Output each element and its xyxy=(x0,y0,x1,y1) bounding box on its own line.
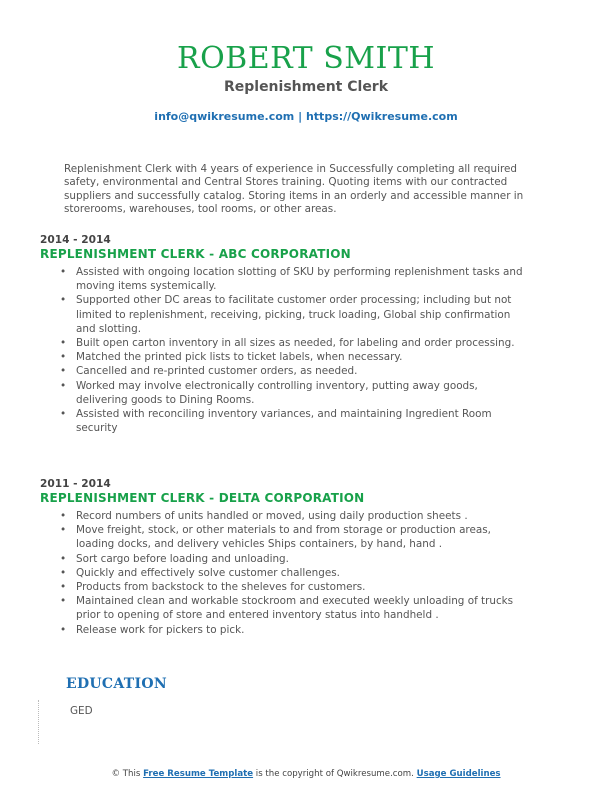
contact-line xyxy=(0,110,612,124)
footer xyxy=(0,769,612,779)
summary-paragraph: Replenishment Clerk with 4 years of experience in Successfully completing all required safety, environmental and Central Stores training. Quoting items with our contracted suppliers and successfully catalog. Storing items in an orderly and accessible manner in storerooms, warehouses, tool rooms, or other areas. xyxy=(64,163,524,216)
job-bullets xyxy=(40,509,530,637)
list-item: • Worked may involve electronically controlling inventory, putting away goods, delivering goods to Dining Rooms. xyxy=(40,379,530,407)
footer-prefix: © This xyxy=(111,769,144,779)
list-item: • Assisted with reconciling inventory variances, and maintaining Ingredient Room security xyxy=(40,407,530,435)
list-item: • Move freight, stock, or other materials to and from storage or production areas, loading docks, and delivery vehicles Ships containers, by hand, hand . xyxy=(40,523,530,551)
list-item: • Built open carton inventory in all sizes as needed, for labeling and order processing. xyxy=(40,336,530,350)
list-item: • Sort cargo before loading and unloading. xyxy=(40,552,530,566)
list-item: • Quickly and effectively solve customer challenges. xyxy=(40,566,530,580)
free-resume-template-link[interactable]: Free Resume Template xyxy=(143,769,254,779)
list-item: • Maintained clean and workable stockroom and executed weekly unloading of trucks prior to opening of store and entered inventory status into handheld . xyxy=(40,594,530,622)
education-heading: EDUCATION xyxy=(66,676,167,692)
list-item: • Record numbers of units handled or moved, using daily production sheets . xyxy=(40,509,530,523)
job-title: REPLENISHMENT CLERK - DELTA CORPORATION xyxy=(40,491,365,505)
list-item: • Cancelled and re-printed customer orders, as needed. xyxy=(40,364,530,378)
list-item: • Matched the printed pick lists to ticket labels, when necessary. xyxy=(40,350,530,364)
job-dates: 2014 - 2014 xyxy=(40,234,111,246)
candidate-name: ROBERT SMITH xyxy=(176,41,436,76)
list-item: • Release work for pickers to pick. xyxy=(40,623,530,637)
job-entry-1 xyxy=(40,234,530,435)
education-divider xyxy=(38,700,39,744)
list-item: • Assisted with ongoing location slotting of SKU by performing replenishment tasks and moving items systemically. xyxy=(40,265,530,293)
website-link[interactable]: https://Qwikresume.com xyxy=(305,110,458,123)
education-item: GED xyxy=(70,705,93,717)
job-role: Replenishment Clerk xyxy=(223,79,389,95)
list-item: • Supported other DC areas to facilitate customer order processing; including but not limited to replenishment, receiving, picking, truck loading, Global ship confirmation and slotting. xyxy=(40,293,530,336)
usage-guidelines-link[interactable]: Usage Guidelines xyxy=(416,769,501,779)
job-dates: 2011 - 2014 xyxy=(40,478,111,490)
job-bullets xyxy=(40,265,530,435)
list-item: • Products from backstock to the sheleves for customers. xyxy=(40,580,530,594)
email-link[interactable]: info@qwikresume.com xyxy=(154,110,295,123)
job-title: REPLENISHMENT CLERK - ABC CORPORATION xyxy=(40,247,351,261)
footer-middle: is the copyright of Qwikresume.com. xyxy=(253,769,417,779)
job-entry-2 xyxy=(40,478,530,637)
contact-separator: | xyxy=(294,110,306,123)
